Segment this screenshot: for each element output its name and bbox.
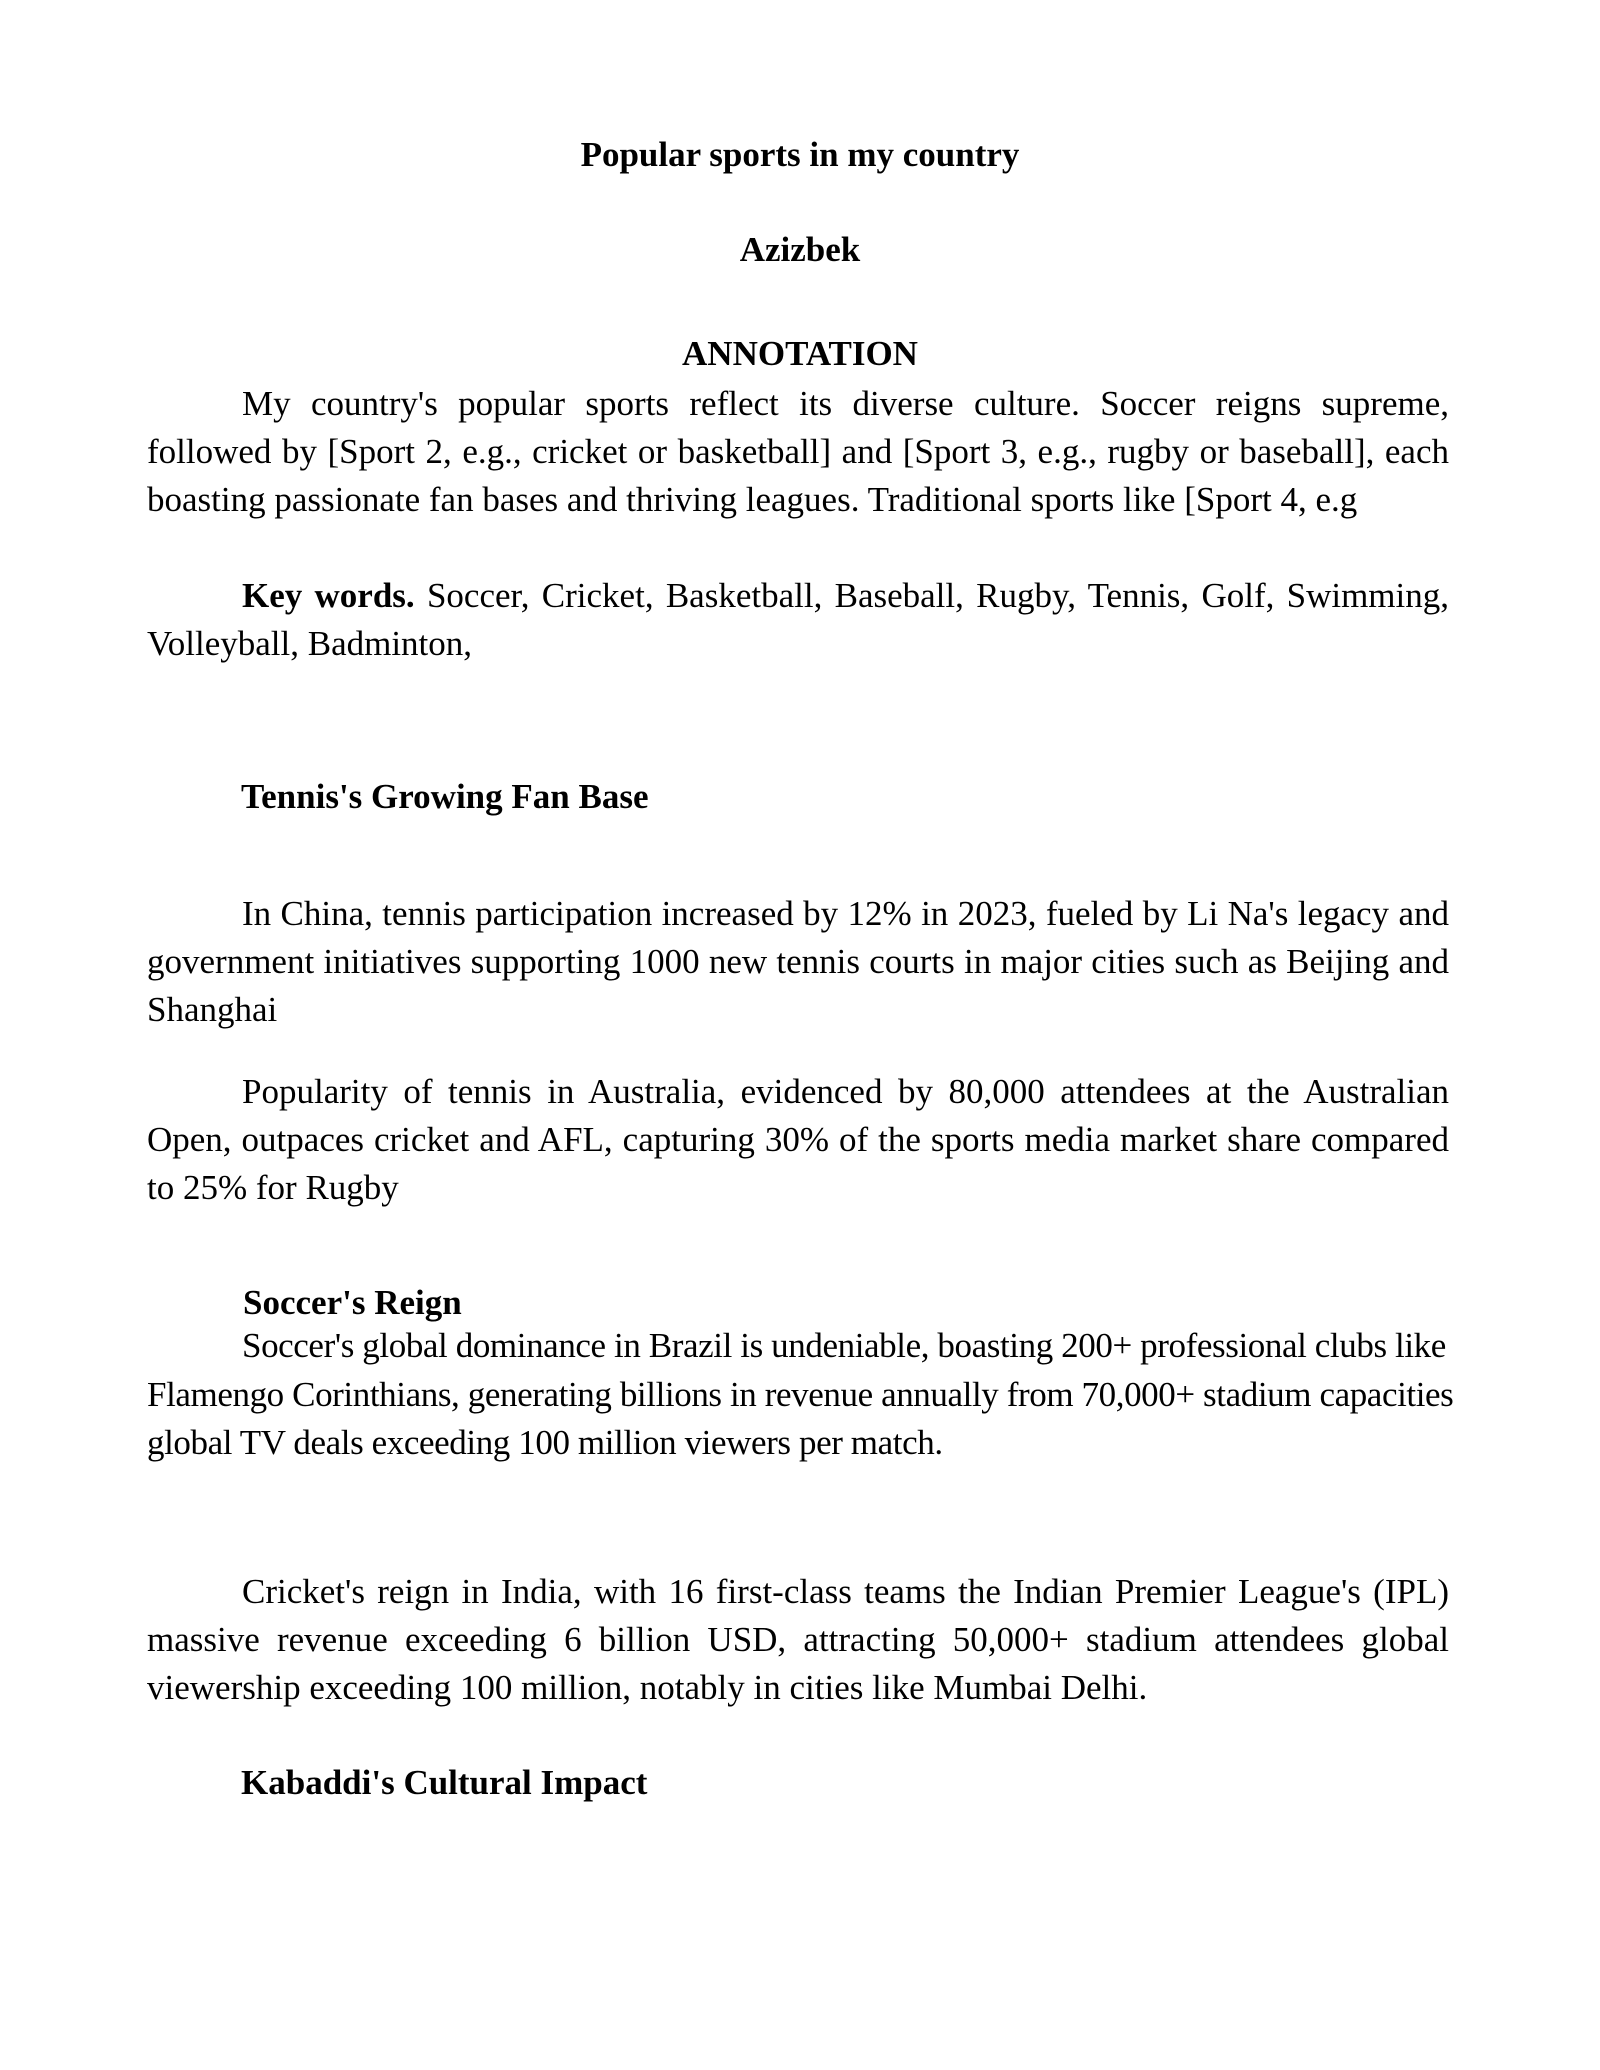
tennis-china-paragraph: In China, tennis participation increased by 12% in 2023, fueled by Li Na's legacy and government initiatives supporting 1000 new tennis courts in major cities such as Beijing and Shanghai [147, 894, 1449, 1029]
annotation-heading: ANNOTATION [682, 334, 918, 373]
annotation-paragraph: My country's popular sports reflect its diverse culture. Soccer reigns supreme, followed by [Sport 2, e.g., cricket or basketball] and [Sport 3, e.g., rugby or baseball], each boasting passionate fan bases and thriving leagues. Traditional sports like [Sport 4, e.g [147, 384, 1449, 519]
section-heading-soccer: Soccer's Reign [243, 1283, 462, 1322]
keywords-list: Soccer, Cricket, Basketball, Baseball, Rugby, Tennis, Golf, Swimming, Volleyball, Badminton, [147, 576, 1450, 663]
tennis-australia-paragraph: Popularity of tennis in Australia, evidenced by 80,000 attendees at the Australian Open, outpaces cricket and AFL, capturing 30% of the sports media market share compared to 25% for Rugby [147, 1072, 1449, 1207]
section-heading-tennis: Tennis's Growing Fan Base [241, 777, 649, 816]
document-title: Popular sports in my country [580, 135, 1020, 174]
keywords-label: Key words. [242, 576, 415, 615]
section-heading-kabaddi: Kabaddi's Cultural Impact [241, 1763, 648, 1802]
author-name: Azizbek [739, 230, 861, 269]
keywords-paragraph [147, 572, 1449, 668]
soccer-brazil-paragraph: Soccer's global dominance in Brazil is undeniable, boasting 200+ professional clubs like Flamengo Corinthians, generating billions in revenue annually from 70,000+ stadium capacities global TV deals exceeding 100 million viewers per match. [147, 1326, 1454, 1462]
cricket-india-paragraph: Cricket's reign in India, with 16 first-class teams the Indian Premier League's (IPL) massive revenue exceeding 6 billion USD, attracting 50,000+ stadium attendees global viewership exceeding 100 million, notably in cities like Mumbai Delhi. [147, 1572, 1449, 1707]
